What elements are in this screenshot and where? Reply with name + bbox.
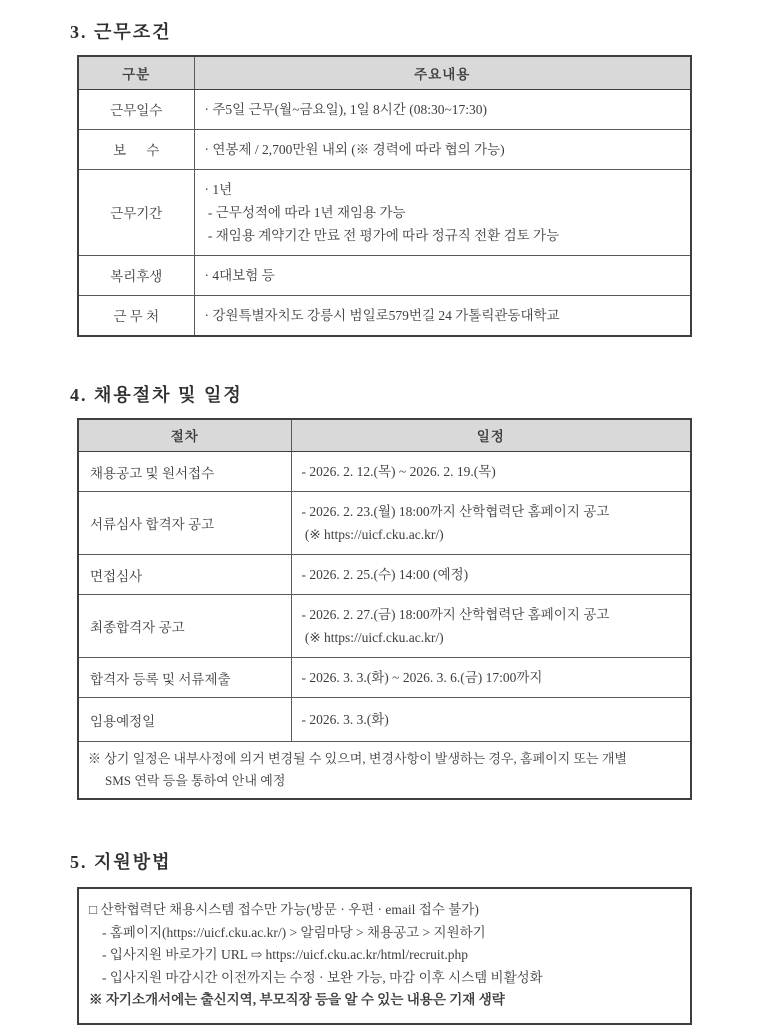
cell-line: (※ https://uicf.cku.ac.kr/): [301, 527, 444, 542]
cell-line: · 강원특별자치도 강릉시 범일로579번길 24 가톨릭관동대학교: [204, 307, 560, 323]
row-value-cell: [194, 169, 691, 255]
cell-line: - 2026. 3. 3.(화): [301, 712, 389, 727]
row-value-cell: [291, 492, 691, 555]
column-header: 구분: [78, 56, 194, 89]
row-value-cell: [194, 255, 691, 295]
table-row: [78, 658, 691, 698]
row-value-cell: [291, 658, 691, 698]
section-4-title: 4. 채용절차 및 일정: [70, 384, 243, 405]
table-row: [78, 169, 691, 255]
table-note-row: [78, 742, 691, 800]
column-header: 일정: [291, 419, 691, 452]
section-3-title: 3. 근무조건: [70, 22, 172, 42]
apply-line-homepage-path: - 홈페이지(https://uicf.cku.ac.kr/) > 알림마당 > 채용공고 > 지원하기: [102, 924, 486, 940]
row-value-cell: [194, 295, 691, 336]
row-value-cell: [194, 89, 691, 129]
row-label-cell: 근 무 처: [78, 295, 194, 336]
cell-line: - 2026. 2. 27.(금) 18:00까지 산학협력단 홈페이지 공고: [301, 607, 610, 622]
cell-line: · 주5일 근무(월~금요일), 1일 8시간 (08:30~17:30): [204, 101, 488, 117]
row-label-cell: 보 수: [78, 129, 194, 169]
row-value-cell: [291, 555, 691, 595]
table-header-row: [78, 419, 691, 452]
row-value-cell: [291, 698, 691, 742]
row-label-cell: 최종합격자 공고: [78, 595, 291, 658]
cell-line: - 2026. 2. 23.(월) 18:00까지 산학협력단 홈페이지 공고: [301, 504, 610, 519]
cell-line: · 4대보험 등: [204, 267, 275, 283]
cell-line: · 1년: [204, 181, 233, 197]
table-row: [78, 595, 691, 658]
table-row: [78, 295, 691, 336]
row-label-cell: 임용예정일: [78, 698, 291, 742]
cell-line: (※ https://uicf.cku.ac.kr/): [301, 630, 444, 645]
table-row: [78, 255, 691, 295]
table-row: [78, 555, 691, 595]
apply-line-cover-letter-note: ※ 자기소개서에는 출신지역, 부모직장 등을 알 수 있는 내용은 기재 생략: [89, 992, 505, 1007]
table-row: [78, 129, 691, 169]
table-row: [78, 492, 691, 555]
note-line: ※ 상기 일정은 내부사정에 의거 변경될 수 있으며, 변경사항이 발생하는 경우, 홈페이지 또는 개별: [88, 751, 627, 766]
row-value-cell: [194, 129, 691, 169]
row-label-cell: 근무기간: [78, 169, 194, 255]
note-line: SMS 연락 등을 통하여 안내 예정: [105, 773, 286, 788]
row-label-cell: 면접심사: [78, 555, 291, 595]
working-conditions-table: [77, 55, 692, 337]
cell-line: - 2026. 2. 25.(수) 14:00 (예정): [301, 567, 469, 582]
application-method-box: [77, 887, 692, 1025]
cell-line: - 2026. 3. 3.(화) ~ 2026. 3. 6.(금) 17:00까지: [301, 670, 543, 685]
row-label-cell: 채용공고 및 원서접수: [78, 452, 291, 492]
row-label-cell: 합격자 등록 및 서류제출: [78, 658, 291, 698]
apply-line-direct-url: - 입사지원 바로가기 URL ⇨ https://uicf.cku.ac.kr/html/recruit.php: [102, 947, 468, 962]
section-5-title: 5. 지원방법: [70, 852, 172, 872]
table-row: [78, 89, 691, 129]
apply-line-system-only: □ 산학협력단 채용시스템 접수만 가능(방문 · 우편 · email 접수 불가): [89, 902, 479, 917]
cell-line: - 재임용 계약기간 만료 전 평가에 따라 정규직 전환 검토 가능: [204, 227, 560, 243]
schedule-note-cell: [78, 742, 691, 800]
cell-line: · 연봉제 / 2,700만원 내외 (※ 경력에 따라 협의 가능): [204, 141, 505, 157]
column-header: 절차: [78, 419, 291, 452]
table-header-row: [78, 56, 691, 89]
row-label-cell: 서류심사 합격자 공고: [78, 492, 291, 555]
cell-line: - 2026. 2. 12.(목) ~ 2026. 2. 19.(목): [301, 464, 496, 479]
table-row: [78, 698, 691, 742]
schedule-table: [77, 418, 692, 801]
row-label-cell: 근무일수: [78, 89, 194, 129]
row-value-cell: [291, 452, 691, 492]
column-header: 주요내용: [194, 56, 691, 89]
cell-line: - 근무성적에 따라 1년 재임용 가능: [204, 204, 406, 220]
table-row: [78, 452, 691, 492]
apply-line-deadline-edit: - 입사지원 마감시간 이전까지는 수정 · 보완 가능, 마감 이후 시스템 비활성화: [102, 969, 543, 985]
row-label-cell: 복리후생: [78, 255, 194, 295]
row-value-cell: [291, 595, 691, 658]
